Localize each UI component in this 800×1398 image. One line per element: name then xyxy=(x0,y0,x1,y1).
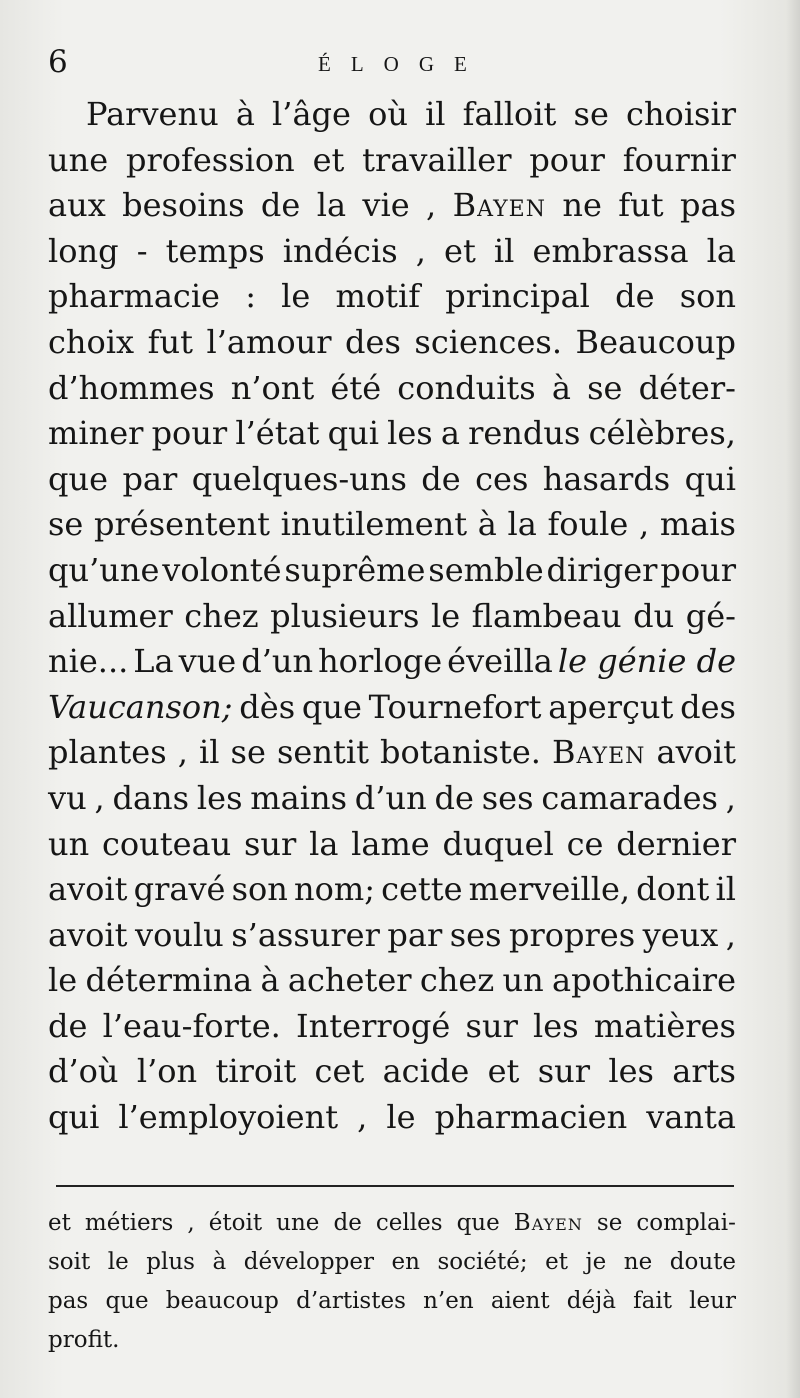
body-word: du xyxy=(633,596,675,635)
body-word: cet xyxy=(314,1052,365,1091)
body-word: acheter xyxy=(287,961,412,1000)
body-word: chez xyxy=(419,961,495,1000)
body-word: un xyxy=(48,824,90,863)
body-word: éveilla xyxy=(447,642,553,681)
body-word: que xyxy=(48,459,109,498)
body-word: à xyxy=(235,95,255,133)
body-word: par xyxy=(122,459,178,498)
body-word: il xyxy=(493,231,515,270)
body-word: botaniste. xyxy=(380,733,541,772)
footnote-word: de xyxy=(333,1210,362,1236)
body-word: couteau xyxy=(101,824,232,863)
body-word: cette xyxy=(381,870,463,909)
body-word: indécis xyxy=(282,231,398,270)
body-word: camarades xyxy=(541,778,718,817)
body-word: sur xyxy=(244,824,297,863)
body-word: d’un xyxy=(354,778,427,817)
body-word: les xyxy=(533,1006,579,1045)
body-word: ce xyxy=(566,824,604,863)
body-word: le génie de xyxy=(557,642,736,681)
footnote-word: n’en xyxy=(423,1288,474,1314)
footnote-word: pas xyxy=(48,1288,89,1314)
footnote-word: leur xyxy=(689,1288,736,1314)
body-word: son xyxy=(679,277,736,316)
footnote-word: plus xyxy=(146,1249,195,1275)
body-word: la xyxy=(706,231,736,270)
body-word: déter- xyxy=(638,368,736,407)
body-word: duquel xyxy=(442,824,554,863)
body-word: arts xyxy=(672,1052,736,1091)
body-word: et xyxy=(487,1052,520,1091)
body-line xyxy=(48,1095,736,1141)
body-word: dont xyxy=(636,870,710,909)
body-word: propres xyxy=(508,915,636,954)
body-word: voulu xyxy=(134,915,224,954)
footnote-line xyxy=(48,1204,736,1243)
body-word: se xyxy=(573,95,609,133)
footnote-word: complai- xyxy=(636,1210,736,1236)
body-word: : xyxy=(245,277,256,316)
footnote xyxy=(48,1204,736,1360)
body-word: le xyxy=(430,596,461,635)
body-word: avoit xyxy=(656,733,736,772)
body-word: le xyxy=(281,277,311,316)
body-word: Bayen xyxy=(452,186,546,225)
body-word: sentit xyxy=(277,733,369,772)
body-word: à xyxy=(477,505,497,544)
body-word: conduits xyxy=(397,368,536,407)
body-word: Tournefort xyxy=(368,687,542,726)
body-word: pas xyxy=(680,186,736,225)
body-line xyxy=(48,958,736,1004)
body-line xyxy=(48,92,736,138)
body-word: sciences. xyxy=(414,322,562,361)
footnote-line xyxy=(48,1243,736,1282)
footnote-line xyxy=(48,1321,736,1360)
body-word: choisir xyxy=(626,95,736,133)
body-word: les xyxy=(196,778,243,817)
body-word: aux xyxy=(48,186,106,225)
footnote-word: développer xyxy=(243,1249,374,1275)
body-word: avoit xyxy=(48,870,128,909)
footnote-word: le xyxy=(107,1249,129,1275)
body-word: temps xyxy=(165,231,265,270)
body-word: une xyxy=(48,140,109,179)
footnote-word: une xyxy=(276,1210,320,1236)
body-word: embrassa xyxy=(532,231,689,270)
body-word: par xyxy=(387,915,443,954)
body-word: la xyxy=(507,505,537,544)
body-line xyxy=(48,913,736,959)
body-word: ses xyxy=(449,915,502,954)
body-word: yeux xyxy=(642,915,719,954)
body-word: plusieurs xyxy=(270,596,420,635)
body-word: son xyxy=(231,870,288,909)
body-word: nie... xyxy=(48,642,129,681)
footnote-word: étoit xyxy=(208,1210,263,1236)
footnote-word: fait xyxy=(633,1288,672,1314)
body-word: l’eau-forte. xyxy=(102,1006,281,1045)
body-word: flambeau xyxy=(471,596,622,635)
body-word: hasards xyxy=(542,459,671,498)
body-line xyxy=(48,411,736,457)
body-word: pharmacien xyxy=(434,1098,628,1137)
body-word: matières xyxy=(593,1006,736,1045)
body-word: sur xyxy=(537,1052,591,1091)
body-line xyxy=(48,457,736,503)
body-word: , xyxy=(426,186,437,225)
body-word: à xyxy=(260,961,280,1000)
body-word: l’âge xyxy=(272,95,351,133)
footnote-word: soit xyxy=(48,1249,91,1275)
body-line xyxy=(48,867,736,913)
body-word: inutilement xyxy=(280,505,468,544)
body-word: de xyxy=(434,778,474,817)
body-word: besoins xyxy=(122,186,245,225)
body-word: où xyxy=(368,95,408,133)
body-word: ces xyxy=(475,459,529,498)
body-word: motif xyxy=(335,277,421,316)
body-line xyxy=(48,776,736,822)
body-word: La xyxy=(133,642,174,681)
body-word: apothicaire xyxy=(552,961,736,1000)
body-word: se xyxy=(230,733,266,772)
body-word: Bayen xyxy=(552,733,646,772)
body-word: - xyxy=(136,231,148,270)
footnote-word: aient xyxy=(490,1288,550,1314)
body-line xyxy=(48,366,736,412)
footnote-word: je xyxy=(585,1249,607,1275)
body-word: de xyxy=(260,186,301,225)
page-header xyxy=(48,42,736,82)
body-word: choix xyxy=(48,322,135,361)
body-line xyxy=(48,822,736,868)
body-word: plantes xyxy=(48,733,167,772)
body-word: principal xyxy=(445,277,590,316)
footnote-word: en xyxy=(391,1249,420,1275)
body-word: qui xyxy=(327,414,379,453)
body-word: pour xyxy=(660,550,736,589)
body-word: quelques-uns xyxy=(191,459,407,498)
body-word: à xyxy=(551,368,571,407)
body-word: la xyxy=(316,186,347,225)
body-word: que xyxy=(301,687,362,726)
body-word: été xyxy=(330,368,382,407)
body-word: d’hommes xyxy=(48,368,215,407)
footnote-word: d’artistes xyxy=(296,1288,406,1314)
body-word: dans xyxy=(112,778,190,817)
body-word: il xyxy=(198,733,220,772)
footnote-word: ne xyxy=(623,1249,653,1275)
body-line xyxy=(48,730,736,776)
body-word: diriger xyxy=(546,550,658,589)
body-word: l’état xyxy=(235,414,320,453)
body-word: des xyxy=(345,322,401,361)
body-word: l’amour xyxy=(206,322,332,361)
body-word: et xyxy=(312,140,345,179)
body-word: qui xyxy=(684,459,736,498)
body-word: célèbres, xyxy=(588,414,736,453)
body-word: la xyxy=(309,824,339,863)
body-word: , xyxy=(725,915,736,954)
body-word: qu’une xyxy=(48,550,160,589)
body-word: rendus xyxy=(468,414,581,453)
body-word: de xyxy=(48,1006,88,1045)
body-word: avoit xyxy=(48,915,128,954)
body-word: s’assurer xyxy=(231,915,380,954)
body-word: volonté xyxy=(162,550,282,589)
body-word: qui xyxy=(48,1098,100,1137)
body-word: de xyxy=(615,277,655,316)
body-word: acide xyxy=(382,1052,470,1091)
body-word: vie xyxy=(362,186,410,225)
body-word: le xyxy=(48,961,78,1000)
body-word: Vaucanson; xyxy=(48,687,233,726)
body-word: des xyxy=(680,687,736,726)
body-line xyxy=(48,1004,736,1050)
body-word: et xyxy=(444,231,476,270)
footnote-word: se xyxy=(596,1210,623,1236)
body-word: allumer xyxy=(48,596,173,635)
body-word: Parvenu xyxy=(86,95,219,133)
body-word: fournir xyxy=(622,140,736,179)
body-word: travailler xyxy=(362,140,512,179)
body-word: profession xyxy=(125,140,295,179)
body-word: fut xyxy=(618,186,664,225)
body-word: vanta xyxy=(646,1098,736,1137)
body-line xyxy=(48,1049,736,1095)
body-line xyxy=(48,639,736,685)
body-word: semble xyxy=(428,550,544,589)
body-word: aperçut xyxy=(548,687,674,726)
body-word: d’où xyxy=(48,1052,119,1091)
footnote-word: doute xyxy=(669,1249,736,1275)
footnote-word: société; xyxy=(437,1249,528,1275)
footnote-word: celles xyxy=(375,1210,443,1236)
body-word: chez xyxy=(184,596,259,635)
body-word: foule xyxy=(547,505,629,544)
running-head: ÉLOGE xyxy=(318,52,487,76)
footnote-word: beaucoup xyxy=(165,1288,279,1314)
footnote-line xyxy=(48,1282,736,1321)
body-line xyxy=(48,229,736,275)
body-word: long xyxy=(48,231,119,270)
body-word: ses xyxy=(481,778,534,817)
body-word: gravé xyxy=(133,870,226,909)
footnote-word: Bayen xyxy=(513,1210,583,1236)
body-word: lame xyxy=(351,824,430,863)
footnote-word: , xyxy=(187,1210,195,1236)
footnote-word: que xyxy=(105,1288,149,1314)
body-word: pour xyxy=(151,414,228,453)
body-word: de xyxy=(421,459,461,498)
body-word: , xyxy=(639,505,650,544)
footnote-divider xyxy=(56,1185,734,1187)
body-word: un xyxy=(502,961,544,1000)
footnote-word: métiers xyxy=(84,1210,174,1236)
body-line xyxy=(48,320,736,366)
body-word: merveille, xyxy=(468,870,631,909)
body-word: il xyxy=(425,95,446,133)
body-word: l’on xyxy=(136,1052,198,1091)
body-word: présentent xyxy=(94,505,270,544)
body-word: se xyxy=(587,368,623,407)
main-text xyxy=(48,92,736,1141)
body-word: n’ont xyxy=(230,368,315,407)
body-line xyxy=(48,685,736,731)
body-line xyxy=(48,183,736,229)
body-word: d’un xyxy=(241,642,314,681)
body-word: , xyxy=(415,231,426,270)
body-word: , xyxy=(177,733,188,772)
body-word: l’employoient xyxy=(118,1098,339,1137)
body-word: fut xyxy=(147,322,193,361)
body-word: vue xyxy=(178,642,237,681)
body-word: les xyxy=(387,414,433,453)
body-word: dernier xyxy=(616,824,736,863)
body-word: ne xyxy=(562,186,602,225)
body-word: gé- xyxy=(685,596,736,635)
footnote-word: déjà xyxy=(566,1288,616,1314)
body-word: le xyxy=(386,1098,416,1137)
body-word: pour xyxy=(529,140,605,179)
body-word: tiroit xyxy=(215,1052,297,1091)
body-word: se xyxy=(48,505,84,544)
body-word: mais xyxy=(659,505,736,544)
body-word: a xyxy=(440,414,460,453)
body-word: , xyxy=(94,778,105,817)
body-word: , xyxy=(725,778,736,817)
body-word: falloit xyxy=(462,95,557,133)
footnote-word: et xyxy=(48,1210,71,1236)
body-word: miner xyxy=(48,414,144,453)
body-word: dès xyxy=(239,687,296,726)
page-number: 6 xyxy=(48,44,68,80)
body-word: Interrogé xyxy=(296,1006,451,1045)
body-word: vu xyxy=(48,778,87,817)
body-word: nom; xyxy=(293,870,375,909)
body-word: suprême xyxy=(284,550,426,589)
body-line xyxy=(48,274,736,320)
body-word: , xyxy=(357,1098,368,1137)
body-word: horloge xyxy=(318,642,443,681)
body-line xyxy=(48,548,736,594)
body-line xyxy=(48,138,736,184)
footnote-word: à xyxy=(212,1249,227,1275)
footnote-word: et xyxy=(545,1249,568,1275)
body-word: les xyxy=(608,1052,654,1091)
body-line xyxy=(48,502,736,548)
body-word: il xyxy=(715,870,736,909)
body-word: mains xyxy=(250,778,347,817)
body-word: sur xyxy=(465,1006,518,1045)
body-word: Beaucoup xyxy=(575,322,736,361)
footnote-word: que xyxy=(456,1210,500,1236)
footnote-word: profit. xyxy=(48,1327,120,1353)
body-word: pharmacie xyxy=(48,277,220,316)
body-word: détermina xyxy=(85,961,253,1000)
body-line xyxy=(48,594,736,640)
